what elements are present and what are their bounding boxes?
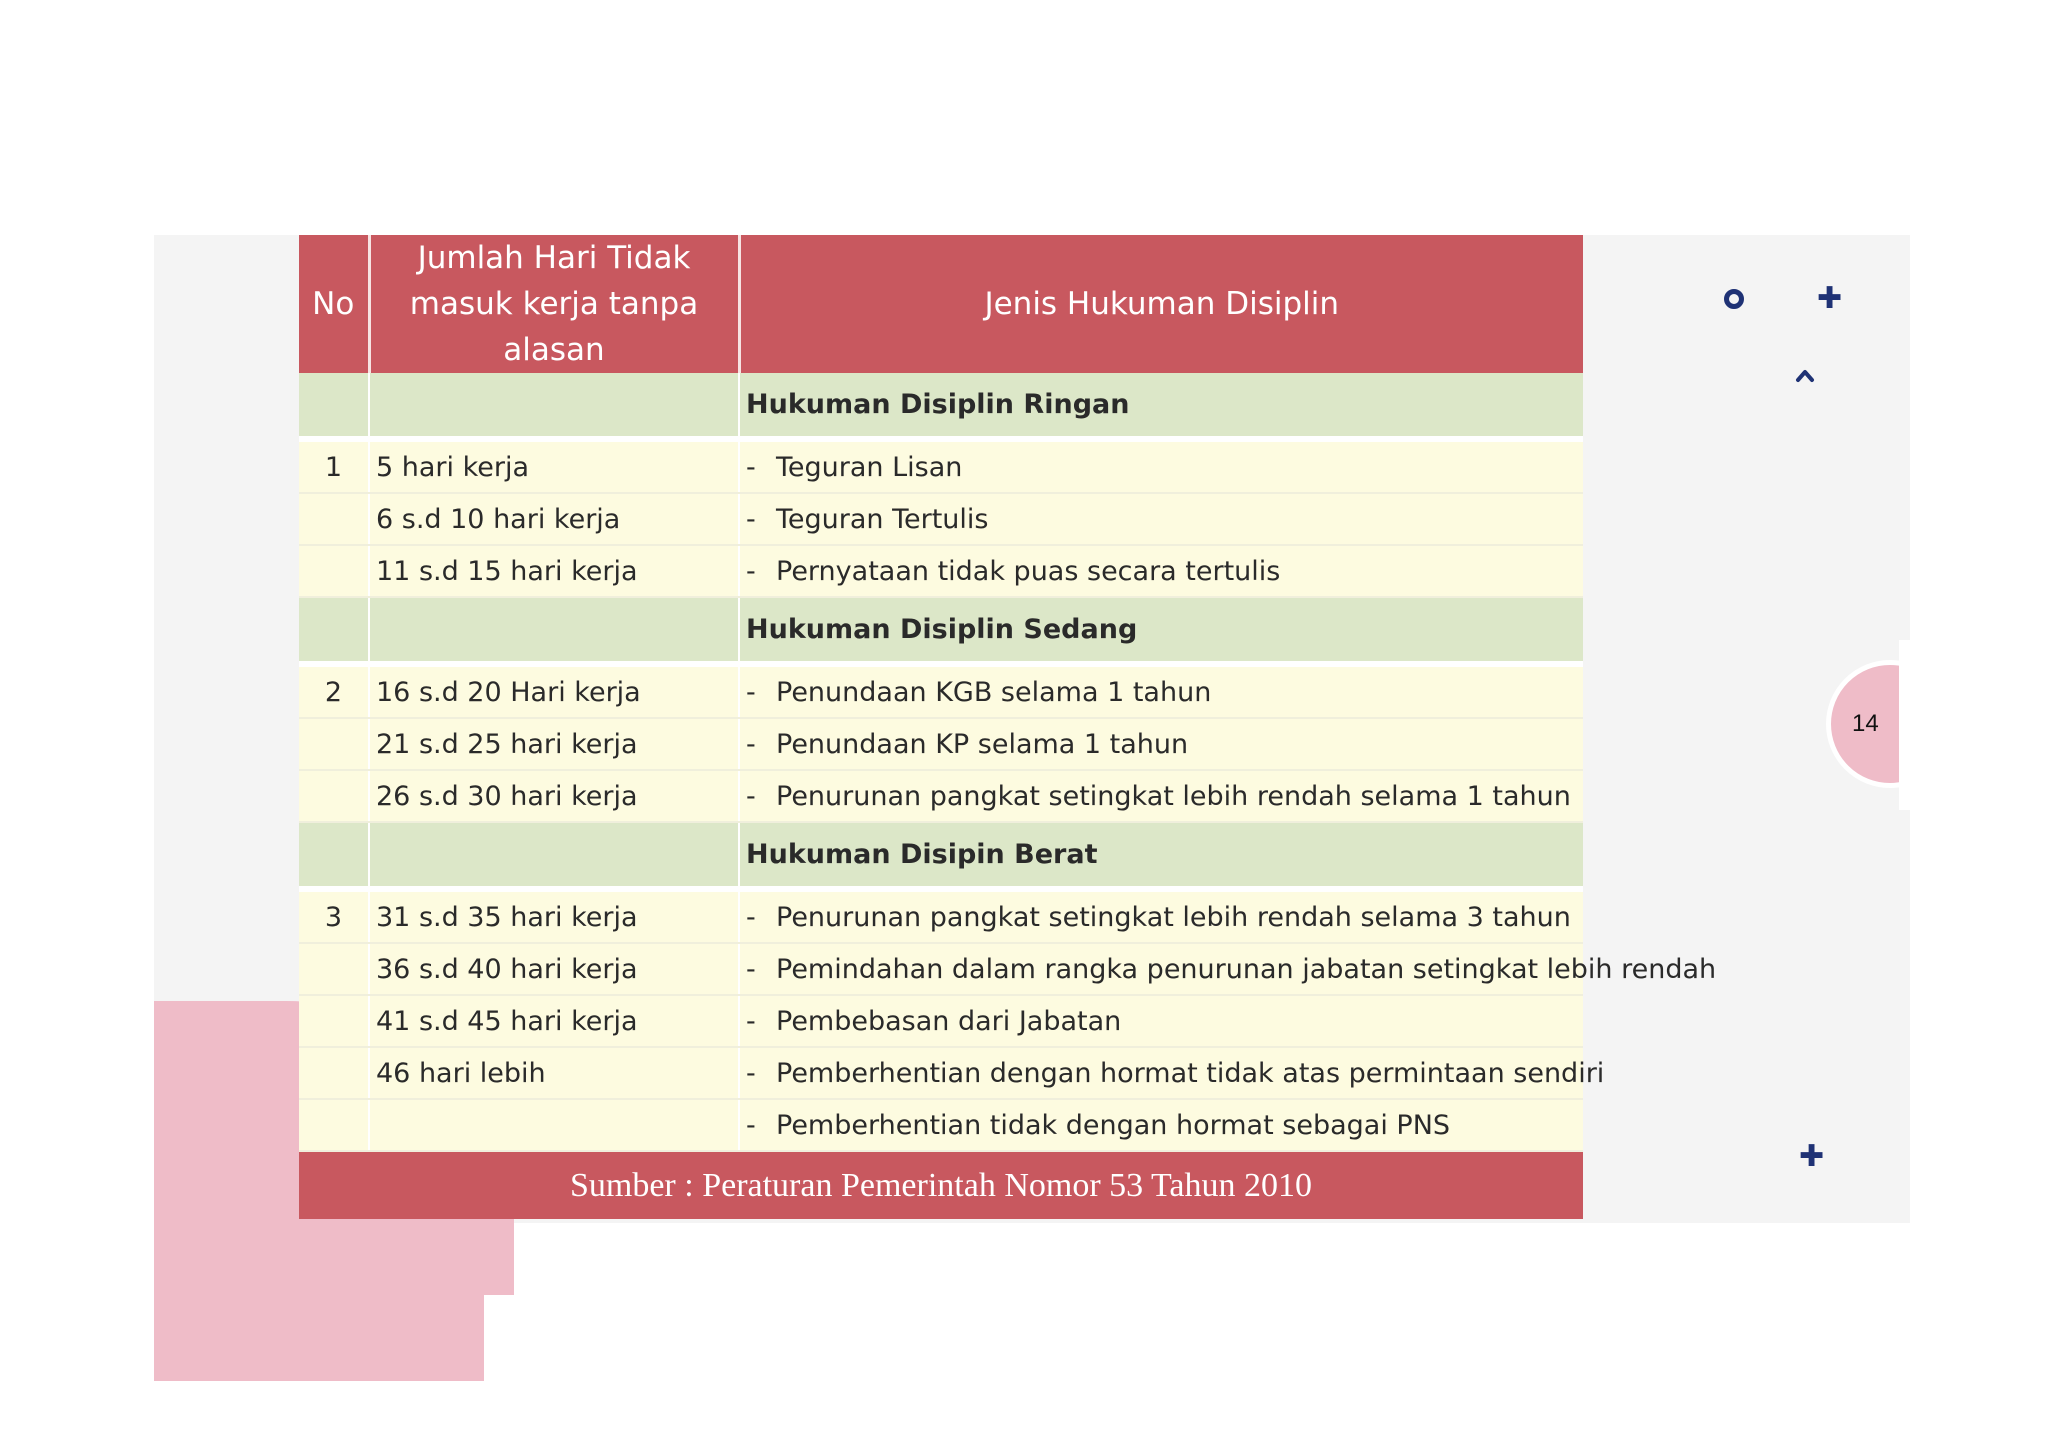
row-days: 31 s.d 35 hari kerja: [369, 889, 739, 943]
row-penalty: Penurunan pangkat setingkat lebih rendah selama 3 tahun: [776, 901, 1571, 933]
row-days: 36 s.d 40 hari kerja: [369, 943, 739, 995]
header-no: No: [299, 235, 369, 373]
bullet-dash: -: [746, 901, 756, 933]
row-number: [299, 995, 369, 1047]
row-number: [299, 770, 369, 822]
row-days: [369, 1099, 739, 1151]
row-penalty: Penurunan pangkat setingkat lebih rendah selama 1 tahun: [776, 780, 1571, 812]
table-body: [299, 373, 1717, 1151]
row-penalty-cell: [739, 770, 1583, 822]
table-row: [299, 545, 1583, 597]
bullet-dash: -: [746, 1005, 756, 1037]
row-number: [299, 545, 369, 597]
row-penalty-cell: [739, 545, 1583, 597]
row-days: 21 s.d 25 hari kerja: [369, 718, 739, 770]
row-penalty: Penundaan KGB selama 1 tahun: [776, 676, 1212, 708]
table-row: [299, 439, 1583, 493]
row-penalty-cell: [739, 718, 1583, 770]
table-row: [299, 493, 1583, 545]
row-number: [299, 1099, 369, 1151]
table-row: [299, 1099, 1583, 1151]
table-row: [299, 718, 1583, 770]
table-row: [299, 889, 1583, 943]
caret-up-icon: [1796, 367, 1814, 385]
row-days: 16 s.d 20 Hari kerja: [369, 664, 739, 718]
row-days: 5 hari kerja: [369, 439, 739, 493]
row-days: 6 s.d 10 hari kerja: [369, 493, 739, 545]
table-header-row: [299, 235, 1583, 373]
row-number: [299, 1047, 369, 1099]
section-title: Hukuman Disiplin Sedang: [739, 597, 1583, 664]
page-number: 14: [1852, 710, 1879, 737]
header-days: Jumlah Hari Tidak masuk kerja tanpa alasan: [369, 235, 739, 373]
row-number: [299, 718, 369, 770]
table-row: [299, 1047, 1583, 1099]
row-penalty: Pemberhentian dengan hormat tidak atas permintaan sendiri: [776, 1057, 1605, 1089]
table-row: [299, 770, 1583, 822]
bullet-dash: -: [746, 555, 756, 587]
section-days-cell: [369, 597, 739, 664]
row-number: 2: [299, 664, 369, 718]
table-row: [299, 664, 1583, 718]
bullet-dash: -: [746, 728, 756, 760]
row-penalty-cell: [739, 1047, 1605, 1099]
bullet-dash: -: [746, 780, 756, 812]
row-days: 46 hari lebih: [369, 1047, 739, 1099]
page-edge-mask: [1899, 640, 2048, 810]
section-title: Hukuman Disiplin Ringan: [739, 373, 1583, 439]
row-penalty-cell: [739, 493, 1583, 545]
row-penalty: Teguran Tertulis: [776, 503, 989, 535]
bullet-dash: -: [746, 1109, 756, 1141]
discipline-table: [299, 235, 1717, 1152]
row-penalty-cell: [739, 439, 1583, 493]
ring-icon: [1724, 289, 1744, 309]
section-no-cell: [299, 373, 369, 439]
row-number: [299, 493, 369, 545]
row-penalty: Pemberhentian tidak dengan hormat sebagai PNS: [776, 1109, 1451, 1141]
row-penalty-cell: [739, 889, 1583, 943]
row-penalty: Teguran Lisan: [776, 451, 963, 483]
row-number: [299, 943, 369, 995]
table-row: [299, 995, 1583, 1047]
row-days: 26 s.d 30 hari kerja: [369, 770, 739, 822]
section-no-cell: [299, 597, 369, 664]
row-penalty-cell: [739, 943, 1717, 995]
section-days-cell: [369, 822, 739, 889]
discipline-table-container: [299, 235, 1717, 1219]
row-days: 41 s.d 45 hari kerja: [369, 995, 739, 1047]
row-number: 3: [299, 889, 369, 943]
row-penalty-cell: [739, 995, 1583, 1047]
section-row: [299, 597, 1583, 664]
bullet-dash: -: [746, 503, 756, 535]
bullet-dash: -: [746, 953, 756, 985]
section-row: [299, 373, 1583, 439]
row-penalty: Pemindahan dalam rangka penurunan jabatan setingkat lebih rendah: [776, 953, 1717, 985]
plus-icon: ✚: [1799, 1140, 1825, 1173]
bullet-dash: -: [746, 451, 756, 483]
source-footer: Sumber : Peraturan Pemerintah Nomor 53 Tahun 2010: [299, 1152, 1583, 1219]
row-penalty: Penundaan KP selama 1 tahun: [776, 728, 1189, 760]
section-row: [299, 822, 1583, 889]
row-penalty-cell: [739, 664, 1583, 718]
section-days-cell: [369, 373, 739, 439]
row-days: 11 s.d 15 hari kerja: [369, 545, 739, 597]
plus-icon: ✚: [1817, 282, 1843, 315]
row-penalty: Pernyataan tidak puas secara tertulis: [776, 555, 1281, 587]
section-title: Hukuman Disipin Berat: [739, 822, 1583, 889]
bullet-dash: -: [746, 676, 756, 708]
table-row: [299, 943, 1583, 995]
header-penalty-type: Jenis Hukuman Disiplin: [739, 235, 1583, 373]
row-penalty-cell: [739, 1099, 1583, 1151]
section-no-cell: [299, 822, 369, 889]
row-number: 1: [299, 439, 369, 493]
bullet-dash: -: [746, 1057, 756, 1089]
row-penalty: Pembebasan dari Jabatan: [776, 1005, 1122, 1037]
